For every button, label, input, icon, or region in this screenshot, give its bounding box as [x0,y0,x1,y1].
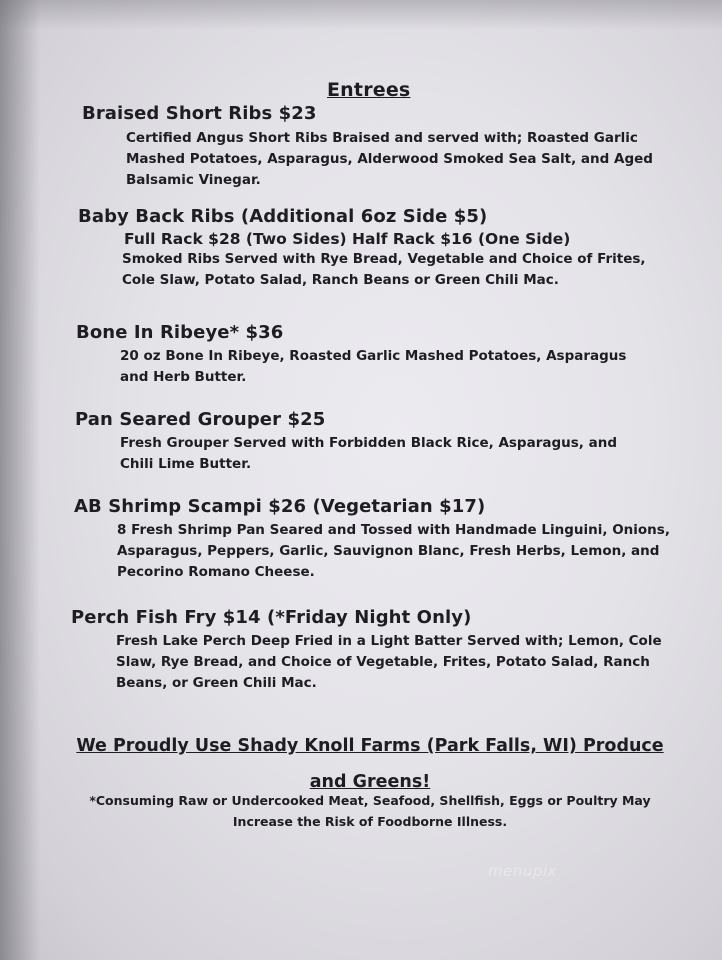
item-title: Baby Back Ribs (Additional 6oz Side $5) [78,206,488,227]
menu-item-baby-back-ribs [78,206,652,291]
item-title: Braised Short Ribs $23 [82,103,317,124]
produce-note: We Proudly Use Shady Knoll Farms (Park Falls, WI) Produce and Greens! [76,736,664,792]
item-description: Fresh Lake Perch Deep Fried in a Light Batter Served with; Lemon, Cole Slaw, Rye Bread, and Choice of Vegetable, Frites, Potato Salad, Ranch Beans, or Green Chili Mac. [116,633,662,691]
item-description: 8 Fresh Shrimp Pan Seared and Tossed with Handmade Linguini, Onions, Asparagus, Peppers, Garlic, Sauvignon Blanc, Fresh Herbs, Lemon, and Pecorino Romano Cheese. [117,522,670,580]
menu-item-bone-in-ribeye [76,322,650,388]
menu-item-ab-shrimp-scampi [74,496,677,583]
item-title: Pan Seared Grouper $25 [75,409,326,430]
item-title: Perch Fish Fry $14 (*Friday Night Only) [71,607,472,628]
item-description: Fresh Grouper Served with Forbidden Black Rice, Asparagus, and Chili Lime Butter. [120,435,617,472]
section-heading: Entrees [327,79,411,101]
item-title: AB Shrimp Scampi $26 (Vegetarian $17) [74,496,486,517]
page-shadow-left [0,0,40,960]
item-description: Smoked Ribs Served with Rye Bread, Vegetable and Choice of Frites, Cole Slaw, Potato Salad, Ranch Beans or Green Chili Mac. [122,251,646,288]
item-description: Certified Angus Short Ribs Braised and served with; Roasted Garlic Mashed Potatoes, Asparagus, Alderwood Smoked Sea Salt, and Aged Balsamic Vinegar. [126,130,653,188]
menu-item-pan-seared-grouper [75,409,650,475]
item-pricing: Full Rack $28 (Two Sides) Half Rack $16 (One Side) [124,230,571,248]
watermark: menupix [488,862,557,880]
page-shadow-top [0,0,722,30]
menu-item-perch-fish-fry [71,607,676,694]
item-description: 20 oz Bone In Ribeye, Roasted Garlic Mashed Potatoes, Asparagus and Herb Butter. [120,348,627,385]
item-title: Bone In Ribeye* $36 [76,322,284,343]
menu-item-braised-short-ribs [82,103,656,191]
consumption-warning: *Consuming Raw or Undercooked Meat, Seafood, Shellfish, Eggs or Poultry May Increase the Risk of Foodborne Illness. [89,793,651,829]
